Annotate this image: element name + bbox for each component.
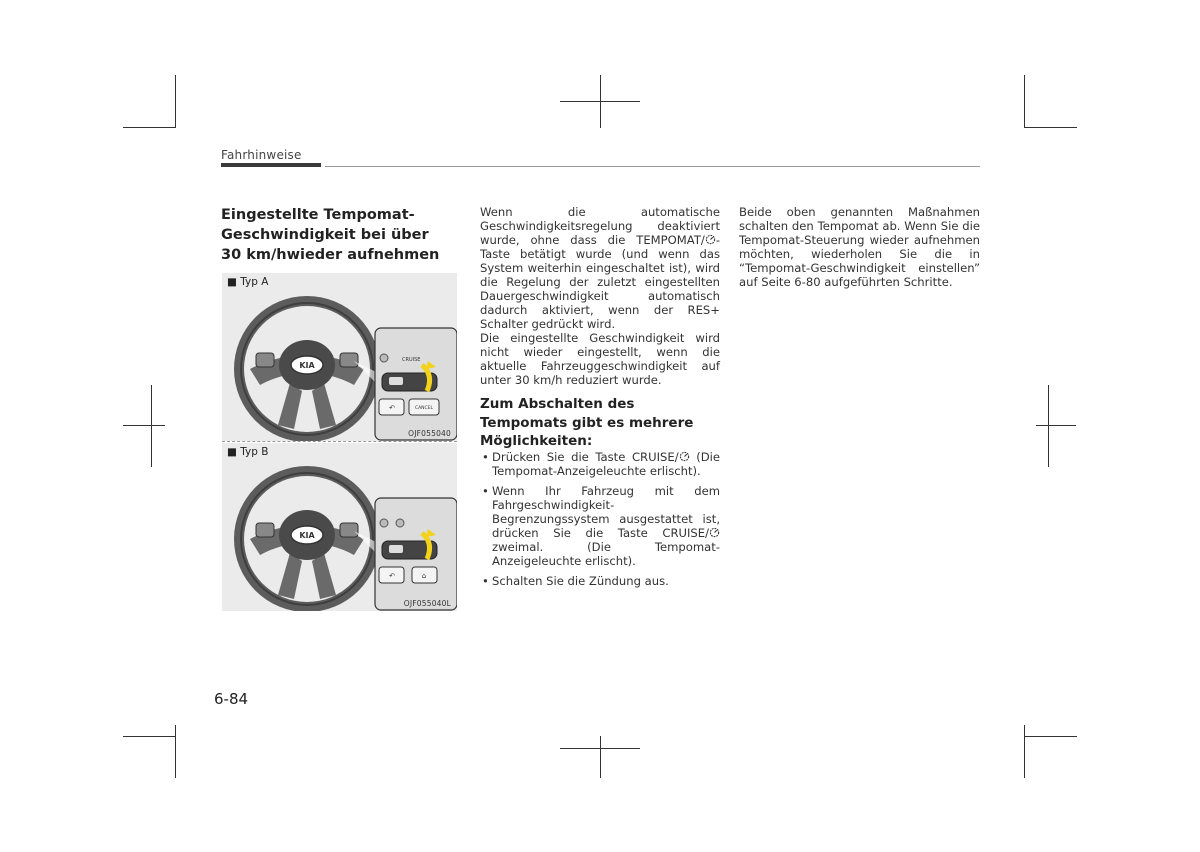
svg-text:KIA: KIA [299, 531, 315, 540]
figure-typ-b [222, 443, 457, 611]
section-rule [325, 166, 980, 167]
subheading: Zum Abschalten des Tempomats gibt es mehrere Möglichkeiten: [480, 396, 694, 449]
bullet-dot: • [482, 450, 489, 464]
steering-wheel-icon [234, 296, 380, 441]
steering-wheel-illustration [222, 443, 457, 611]
cruise-control-switch-closeup [375, 498, 457, 610]
figure-code: OJF055040 [408, 429, 451, 438]
svg-text:KIA: KIA [299, 361, 315, 370]
figure-label: ■ Typ A [227, 276, 269, 288]
middle-column [480, 205, 720, 387]
figure-code: OJF055040L [403, 599, 451, 608]
list-item: • Schalten Sie die Zündung aus. [482, 574, 669, 588]
bullet-dot: • [482, 574, 489, 588]
paragraph-1: Wenn die automatische Geschwindigkeitsregelung deaktiviert wurde, ohne dass die TEMPOMAT/ -Taste betätigt wurde (und wenn das System weiterhin eingeschaltet ist), wird die Regelung der zuletzt eingestellten Dauergeschwindigkeit automatisch dadurch aktiviert, wenn der RES+ Schalter gedrückt wird. [480, 205, 720, 331]
bullet-dot: • [482, 484, 489, 498]
figure-label: ■ Typ B [227, 446, 269, 458]
svg-text:↶: ↶ [389, 404, 395, 412]
svg-text:⌂: ⌂ [421, 572, 427, 580]
page-number: 6-84 [214, 690, 249, 708]
figure-typ-a [222, 273, 457, 441]
right-column [739, 205, 980, 289]
section-title: Fahrhinweise [221, 148, 302, 162]
bullet-list [480, 450, 720, 594]
cruise-control-switch-closeup [375, 328, 457, 440]
cancel-text: CANCEL [414, 406, 434, 411]
svg-text:↶: ↶ [389, 572, 395, 580]
heading: Eingestellte Tempomat-Geschwindigkeit bei über 30 km/hwieder aufnehmen [221, 207, 440, 263]
speedometer-icon [679, 451, 690, 462]
cruise-text: CRUISE [402, 357, 421, 363]
paragraph-right: Beide oben genannten Maßnahmen schalten den Tempomat ab. Wenn Sie die Tempomat-Steuerung wieder aufnehmen möchten, wiederholen Sie die in “Tempomat-Geschwindigkeit einstellen” auf Seite 6-80 aufgeführten Schritte. [739, 205, 980, 289]
section-bar [221, 163, 321, 167]
steering-wheel-illustration [222, 273, 457, 441]
list-item: • Wenn Ihr Fahrzeug mit dem Fahrgeschwindigkeit-Begrenzungssystem ausgestattet ist, drücken Sie die Taste CRUISE/ zweimal. (Die Tempomat-Anzeigeleuchte erlischt). [482, 484, 720, 568]
list-item: • Drücken Sie die Taste CRUISE/ (Die Tempomat-Anzeigeleuchte erlischt). [482, 450, 720, 478]
speedometer-icon [709, 527, 720, 538]
steering-wheel-icon [234, 466, 380, 611]
speedometer-icon [705, 234, 716, 245]
figure-separator [222, 441, 457, 442]
paragraph-2: Die eingestellte Geschwindigkeit wird nicht wieder eingestellt, wenn die aktuelle Fahrzeuggeschwindigkeit auf unter 30 km/h reduziert wurde. [480, 331, 720, 387]
